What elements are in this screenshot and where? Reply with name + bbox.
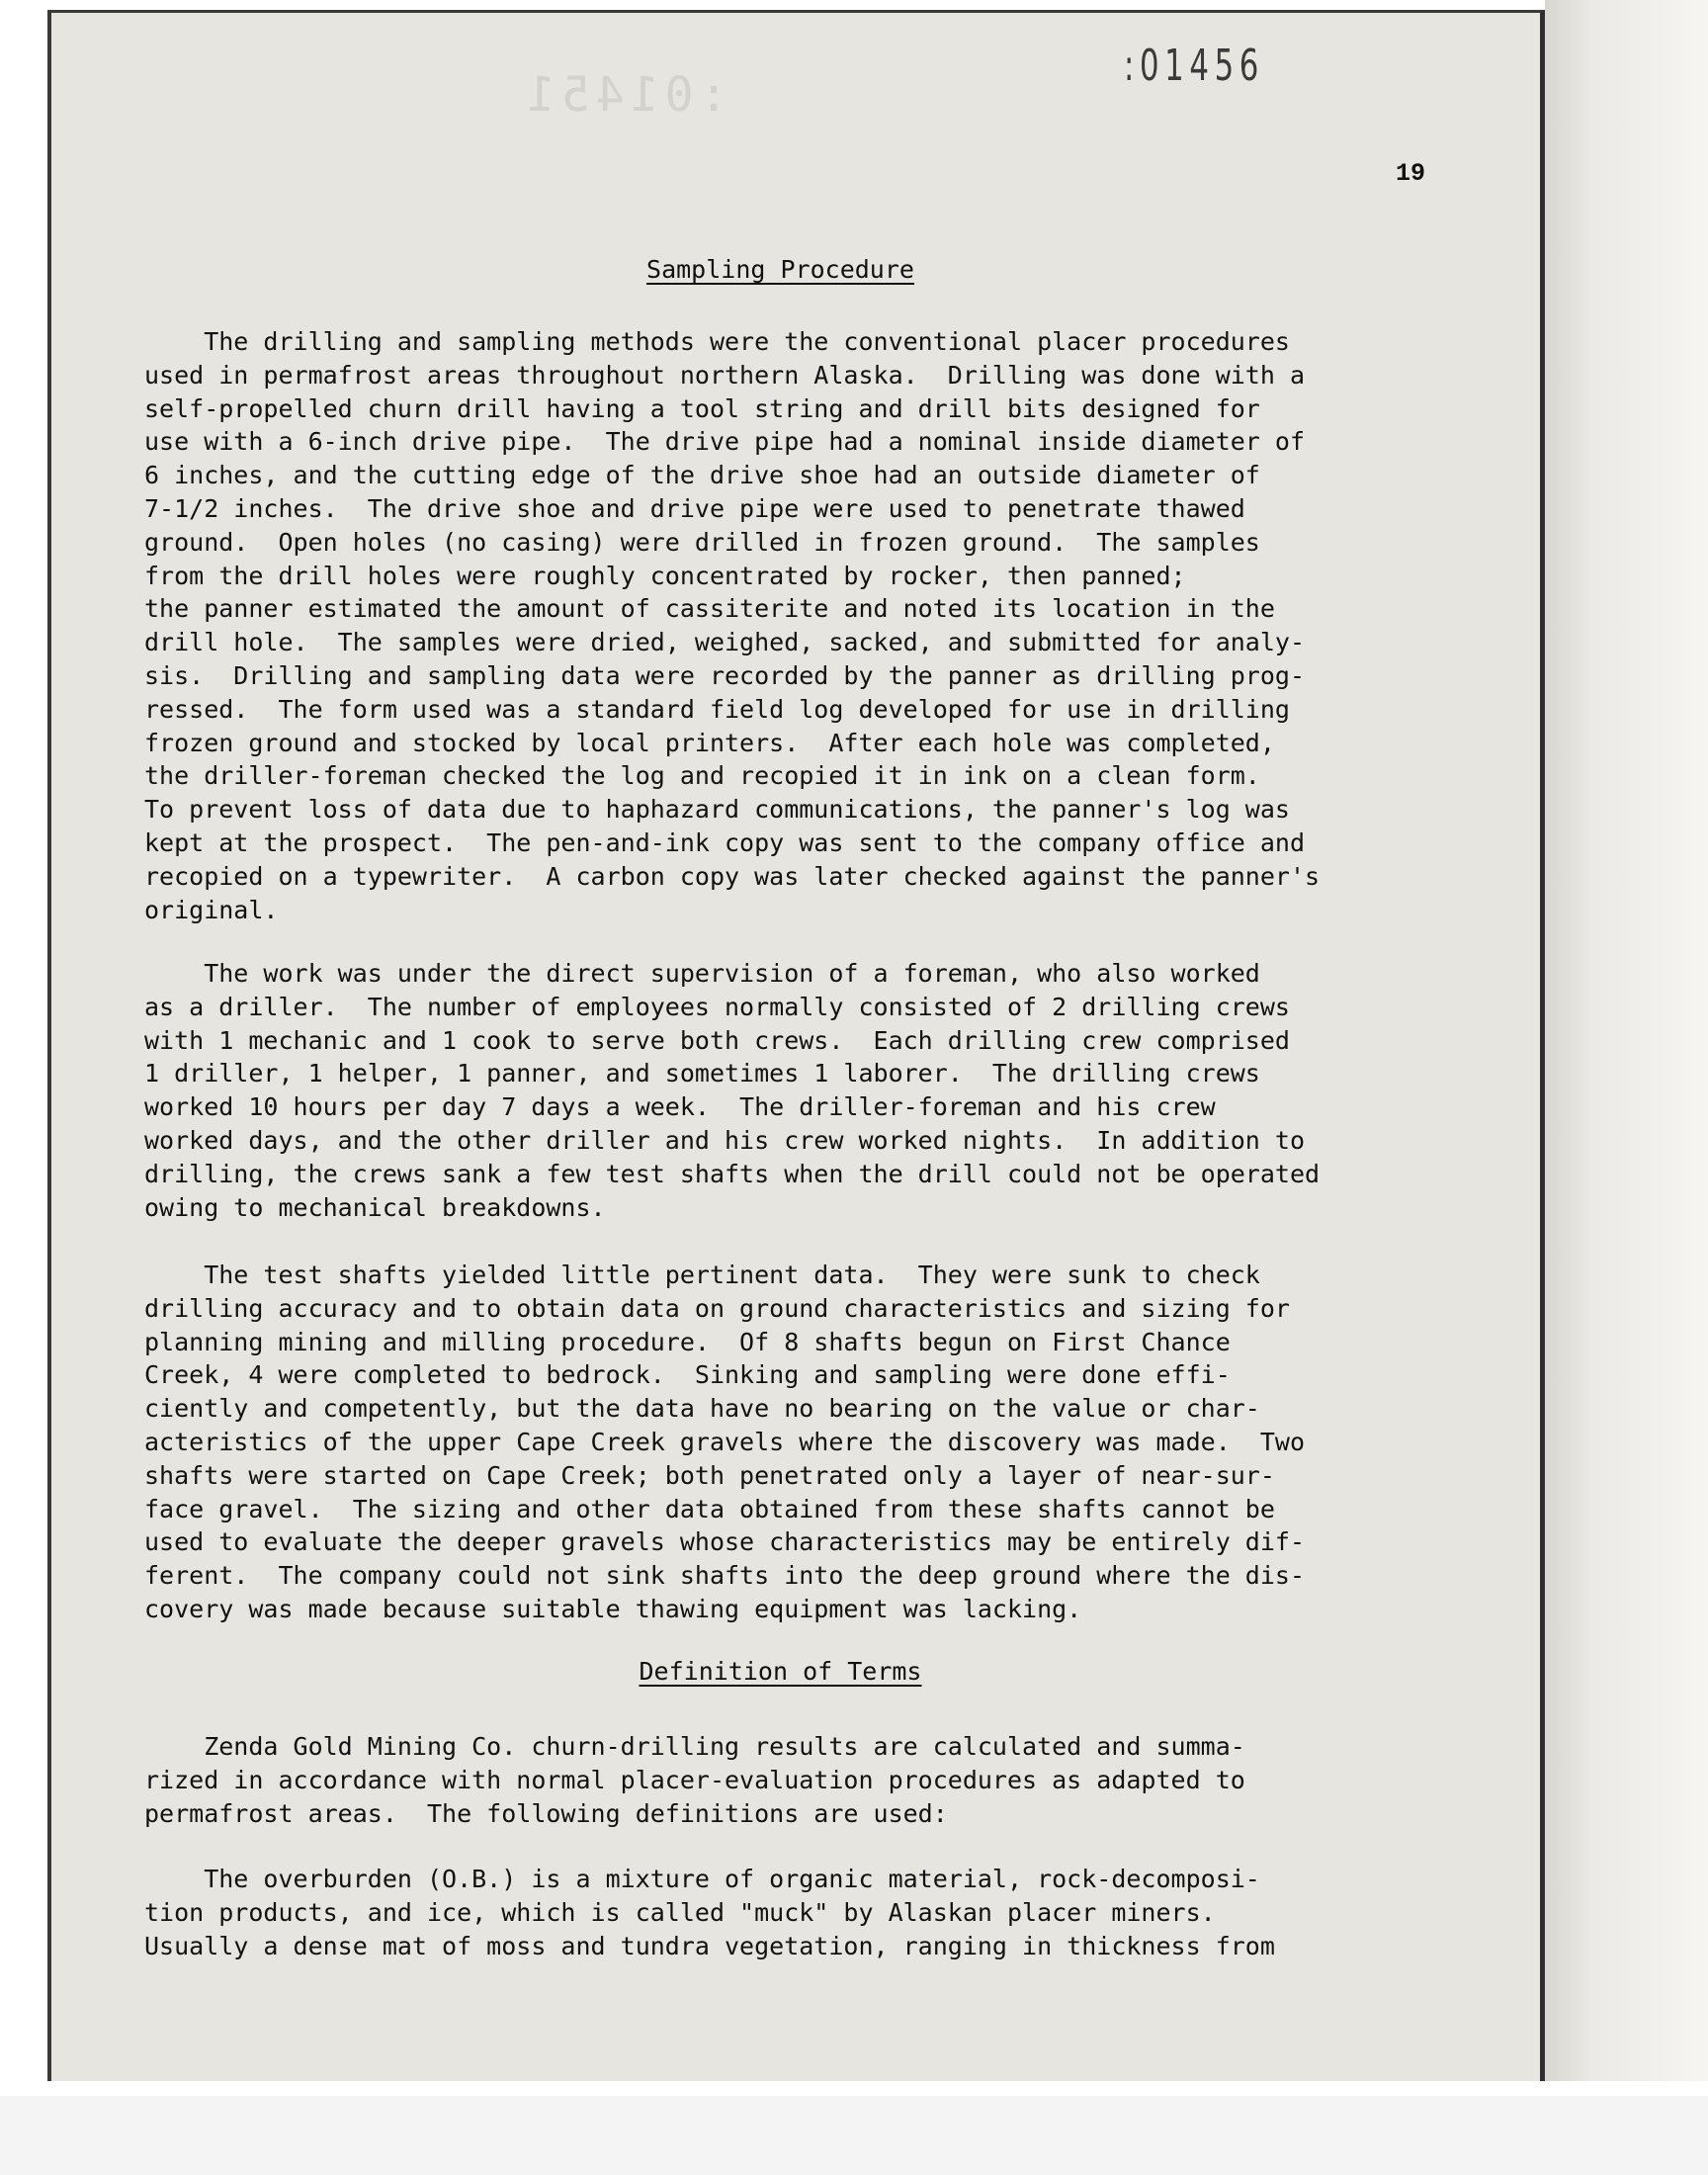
text-line: drilling, the crews sank a few test shafts when the drill could not be operated (144, 1159, 1321, 1188)
scan-margin (0, 2096, 1708, 2175)
text-line: Zenda Gold Mining Co. churn-drilling results are calculated and summa- (144, 1732, 1245, 1761)
paragraph-sampling-1 (144, 325, 1320, 926)
section-heading-sampling: Sampling Procedure (646, 255, 914, 284)
text-line: 1 driller, 1 helper, 1 panner, and sometimes 1 laborer. The drilling crews (144, 1059, 1260, 1088)
text-line: acteristics of the upper Cape Creek gravels where the discovery was made. Two (144, 1427, 1305, 1456)
text-line: used to evaluate the deeper gravels whose characteristics may be entirely dif- (144, 1527, 1305, 1557)
text-line: kept at the prospect. The pen-and-ink copy was sent to the company office and (144, 827, 1305, 857)
text-line: use with a 6-inch drive pipe. The drive pipe had a nominal inside diameter of (144, 427, 1305, 457)
text-line: self-propelled churn drill having a tool string and drill bits designed for (144, 393, 1260, 423)
text-line: ferent. The company could not sink shafts into the deep ground where the dis- (144, 1561, 1305, 1591)
text-line: the panner estimated the amount of cassiterite and noted its location in the (144, 594, 1275, 624)
paragraph-sampling-2 (144, 957, 1320, 1224)
paper-sheet (47, 10, 1545, 2081)
paragraph-definitions-2 (144, 1863, 1275, 1962)
text-line: 7-1/2 inches. The drive shoe and drive pipe were used to penetrate thawed (144, 493, 1245, 523)
text-line: The drilling and sampling methods were the conventional placer procedures (144, 327, 1290, 356)
text-line: To prevent loss of data due to haphazard communications, the panner's log was (144, 795, 1290, 825)
paragraph-definitions-1 (144, 1730, 1245, 1830)
text-line: worked days, and the other driller and his crew worked nights. In addition to (144, 1125, 1305, 1155)
text-line: tion products, and ice, which is called "muck" by Alaskan placer miners. (144, 1897, 1216, 1927)
text-line: recopied on a typewriter. A carbon copy was later checked against the panner's (144, 861, 1321, 891)
text-line: face gravel. The sizing and other data obtained from these shafts cannot be (144, 1494, 1275, 1523)
text-line: ressed. The form used was a standard field log developed for use in drilling (144, 694, 1290, 724)
page-number: 19 (1396, 159, 1426, 188)
faint-stamp-bleedthrough: :01451 (521, 67, 728, 123)
text-line: Creek, 4 were completed to bedrock. Sinking and sampling were done effi- (144, 1360, 1231, 1390)
text-line: The overburden (O.B.) is a mixture of organic material, rock-decomposi- (144, 1865, 1260, 1893)
section-heading-definitions: Definition of Terms (639, 1657, 922, 1686)
text-line: as a driller. The number of employees normally consisted of 2 drilling crews (144, 992, 1290, 1021)
text-line: drill hole. The samples were dried, weighed, sacked, and submitted for analy- (144, 628, 1305, 657)
text-line: 6 inches, and the cutting edge of the drive shoe had an outside diameter of (144, 461, 1260, 490)
text-line: Usually a dense mat of moss and tundra vegetation, ranging in thickness from (144, 1931, 1275, 1960)
text-line: owing to mechanical breakdowns. (144, 1192, 606, 1222)
text-line: drilling accuracy and to obtain data on ground characteristics and sizing for (144, 1293, 1290, 1323)
text-line: worked 10 hours per day 7 days a week. The driller-foreman and his crew (144, 1092, 1216, 1122)
text-line: rized in accordance with normal placer-evaluation procedures as adapted to (144, 1765, 1245, 1794)
text-line: shafts were started on Cape Creek; both penetrated only a layer of near-sur- (144, 1460, 1275, 1490)
text-line: sis. Drilling and sampling data were recorded by the panner as drilling prog- (144, 660, 1305, 690)
text-line: from the drill holes were roughly concentrated by rocker, then panned; (144, 561, 1186, 590)
paragraph-sampling-3 (144, 1259, 1305, 1626)
text-line: with 1 mechanic and 1 cook to serve both crews. Each drilling crew comprised (144, 1025, 1290, 1055)
text-line: The work was under the direct supervision of a foreman, who also worked (144, 959, 1260, 988)
text-line: ciently and competently, but the data have no bearing on the value or char- (144, 1394, 1260, 1424)
text-line: ground. Open holes (no casing) were drilled in frozen ground. The samples (144, 527, 1260, 557)
text-line: the driller-foreman checked the log and recopied it in ink on a clean form. (144, 761, 1260, 791)
text-line: frozen ground and stocked by local printers. After each hole was completed, (144, 728, 1275, 757)
text-line: original. (144, 895, 279, 924)
document-number-stamp: :01456 (1124, 41, 1264, 91)
text-line: permafrost areas. The following definitions are used: (144, 1798, 948, 1828)
text-line: covery was made because suitable thawing equipment was lacking. (144, 1594, 1082, 1623)
text-line: The test shafts yielded little pertinent data. They were sunk to check (144, 1261, 1260, 1289)
text-line: planning mining and milling procedure. Of 8 shafts begun on First Chance (144, 1327, 1231, 1356)
text-line: used in permafrost areas throughout northern Alaska. Drilling was done with a (144, 360, 1305, 390)
page-edge-shadow (1545, 0, 1708, 2081)
